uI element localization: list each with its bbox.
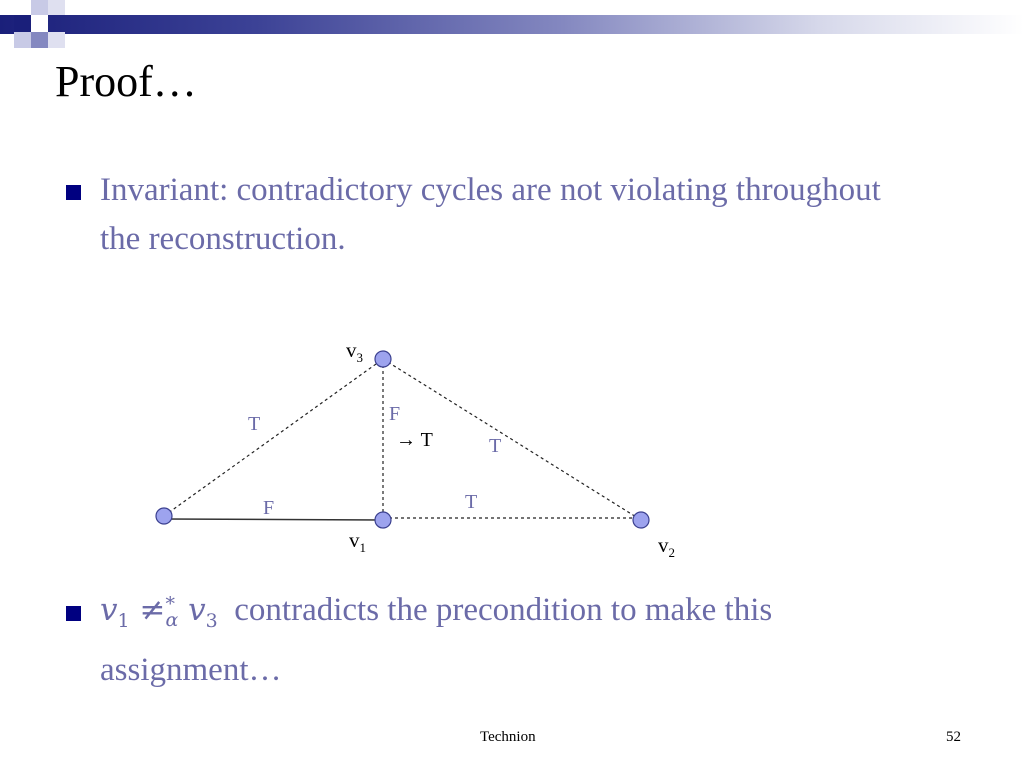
edge-label-left-v1: F <box>263 497 275 519</box>
deco-square <box>14 32 31 48</box>
slide-title: Proof… <box>55 57 197 106</box>
edge-label-v3-v2: T <box>489 435 502 457</box>
bullet-marker <box>66 185 81 200</box>
page-number: 52 <box>946 729 961 745</box>
node-v3 <box>375 351 391 367</box>
math-expression: $v_1$ ≠ * α $v_3$ <box>100 592 218 633</box>
bullet-text-1: Invariant: contradictory cycles are not violating throughout the reconstruction. <box>100 172 881 257</box>
deco-square <box>48 32 65 48</box>
node-label-v1: $v_1$ <box>349 528 366 555</box>
node-v1 <box>375 512 391 528</box>
edge-v3-v2 <box>383 359 641 520</box>
node-left <box>156 508 172 524</box>
node-v2 <box>633 512 649 528</box>
deco-square <box>31 0 48 15</box>
node-label-v3: $v_3$ <box>346 338 363 365</box>
deco-square <box>14 15 31 32</box>
edge-label-left-v3: T <box>248 413 261 435</box>
edge-label-v1-v2: T <box>465 491 478 513</box>
edge-change-v3-v1: → T <box>396 429 433 451</box>
footer-center: Technion <box>480 729 536 745</box>
bullet-marker <box>66 606 81 621</box>
edge-left-v3 <box>164 359 383 516</box>
deco-square <box>31 15 48 32</box>
deco-square <box>31 32 48 48</box>
bullet-text-2: $v_1$ ≠ * α $v_3$ contradicts the precondition to make this assignment… <box>100 592 773 689</box>
edge-left-v1 <box>164 519 383 520</box>
header-banner <box>0 15 1024 34</box>
node-label-v2: $v_2$ <box>658 533 675 560</box>
edge-label-v3-v1: F <box>389 403 401 425</box>
deco-square <box>48 0 65 15</box>
